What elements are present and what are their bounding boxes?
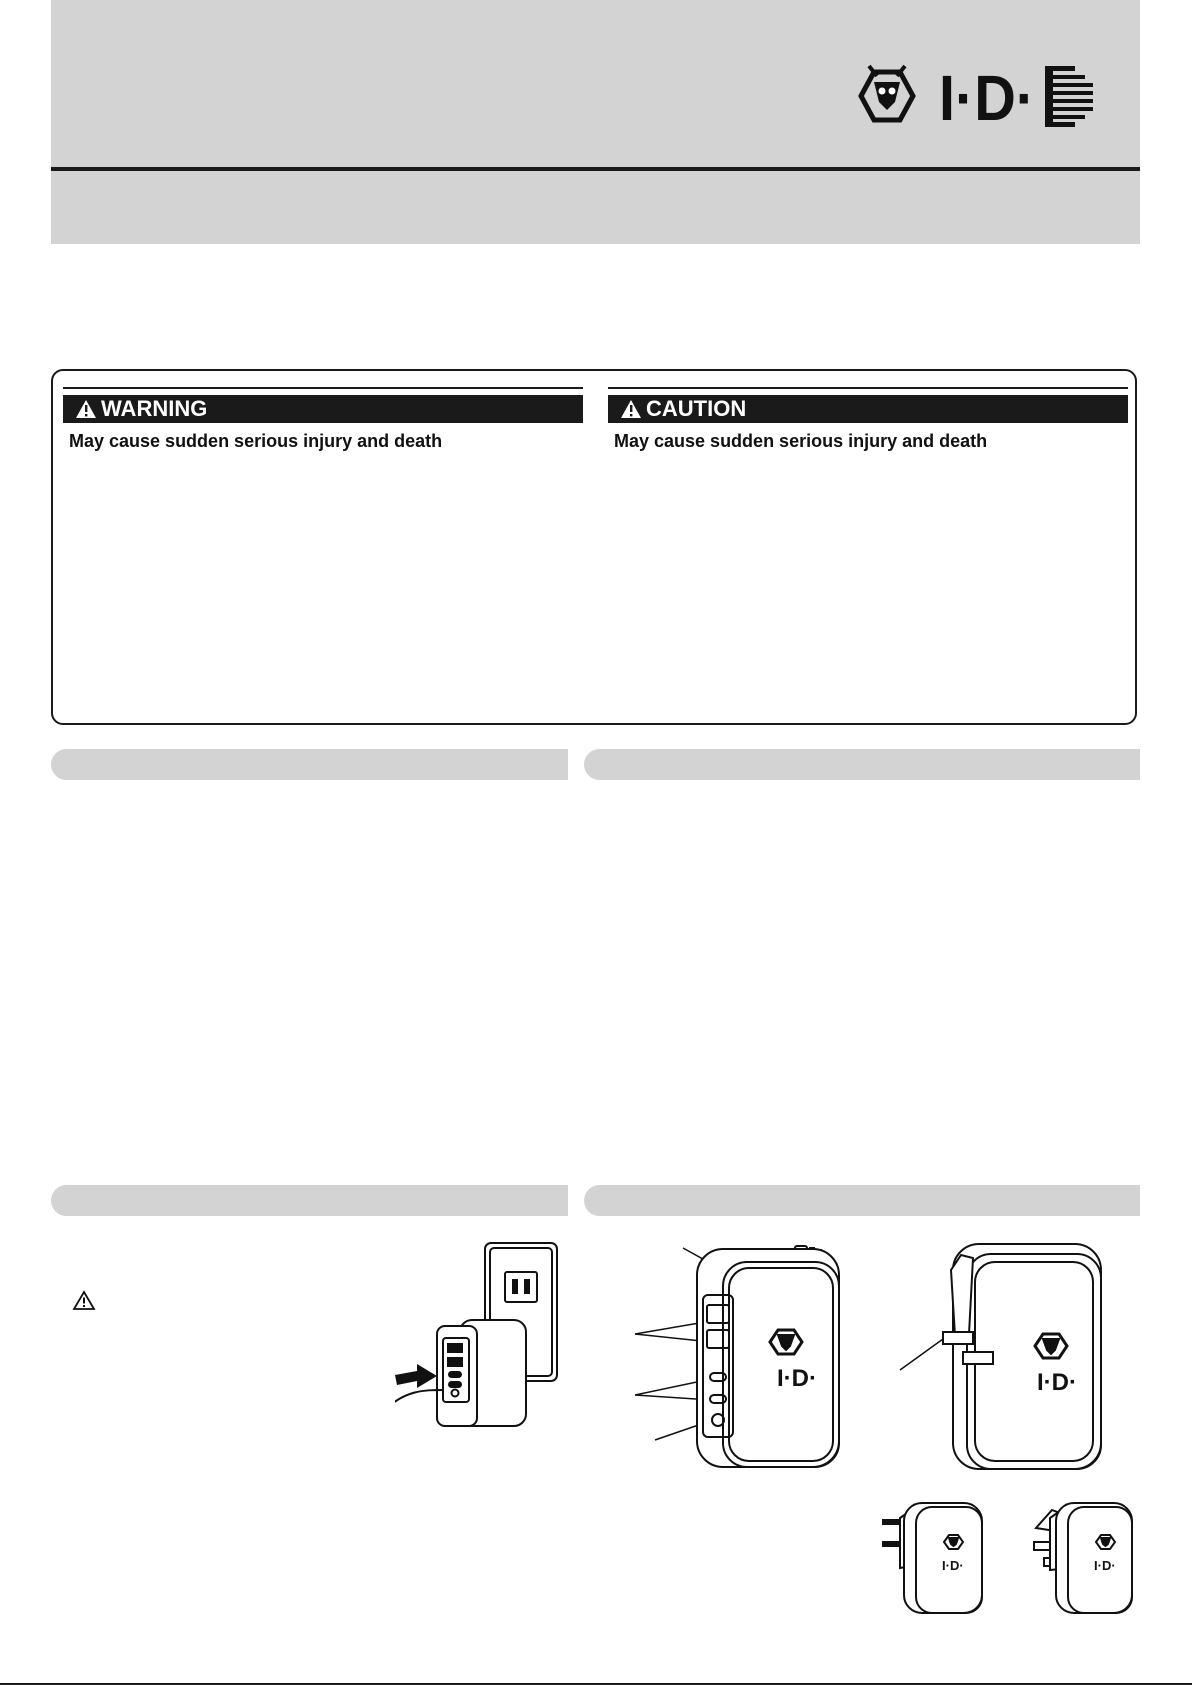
caution-description: May cause sudden serious injury and death	[614, 431, 988, 451]
device-logo-text: I·D·	[1094, 1558, 1116, 1573]
device-logo-text: I·D·	[777, 1365, 817, 1392]
warning-description: May cause sudden serious injury and death	[69, 431, 443, 451]
usb-cable-icon	[395, 1390, 443, 1410]
side-view-illustration	[895, 1240, 1120, 1475]
warning-banner	[63, 395, 583, 423]
plug-in-illustration	[395, 1240, 570, 1435]
subheader-band	[51, 171, 1140, 244]
section-heading-bar-left-2	[51, 1185, 568, 1216]
device-logo-text: I·D·	[942, 1558, 964, 1573]
caution-small-icon	[72, 1290, 96, 1311]
caution-banner	[608, 395, 1128, 423]
insert-arrow-icon	[395, 1364, 437, 1388]
logo-wordmark: I·D·	[939, 62, 1035, 128]
uk-plug-adapter-illustration	[1030, 1498, 1135, 1615]
caution-top-rule	[608, 387, 1128, 389]
safety-notice-box	[51, 369, 1137, 725]
warning-top-rule	[63, 387, 583, 389]
brand-logo	[855, 62, 1105, 128]
prong-callout-line	[900, 1339, 943, 1370]
warning-label: WARNING	[101, 396, 208, 421]
caution-column	[608, 387, 1128, 452]
eu-plug-adapter-illustration	[880, 1498, 985, 1615]
warning-column	[63, 387, 583, 452]
charger-body-icon	[437, 1320, 526, 1426]
front-view-illustration	[625, 1240, 850, 1475]
caution-triangle-icon	[620, 399, 642, 419]
emblem-icon	[861, 66, 913, 120]
section-heading-bar-right-2	[584, 1185, 1140, 1216]
caution-label: CAUTION	[646, 396, 747, 421]
device-logo-text: I·D·	[1037, 1369, 1077, 1396]
warning-triangle-icon	[75, 399, 97, 419]
section-heading-bar-left-1	[51, 749, 568, 780]
logo-stripes-mark	[1045, 66, 1093, 127]
section-heading-bar-right-1	[584, 749, 1140, 780]
